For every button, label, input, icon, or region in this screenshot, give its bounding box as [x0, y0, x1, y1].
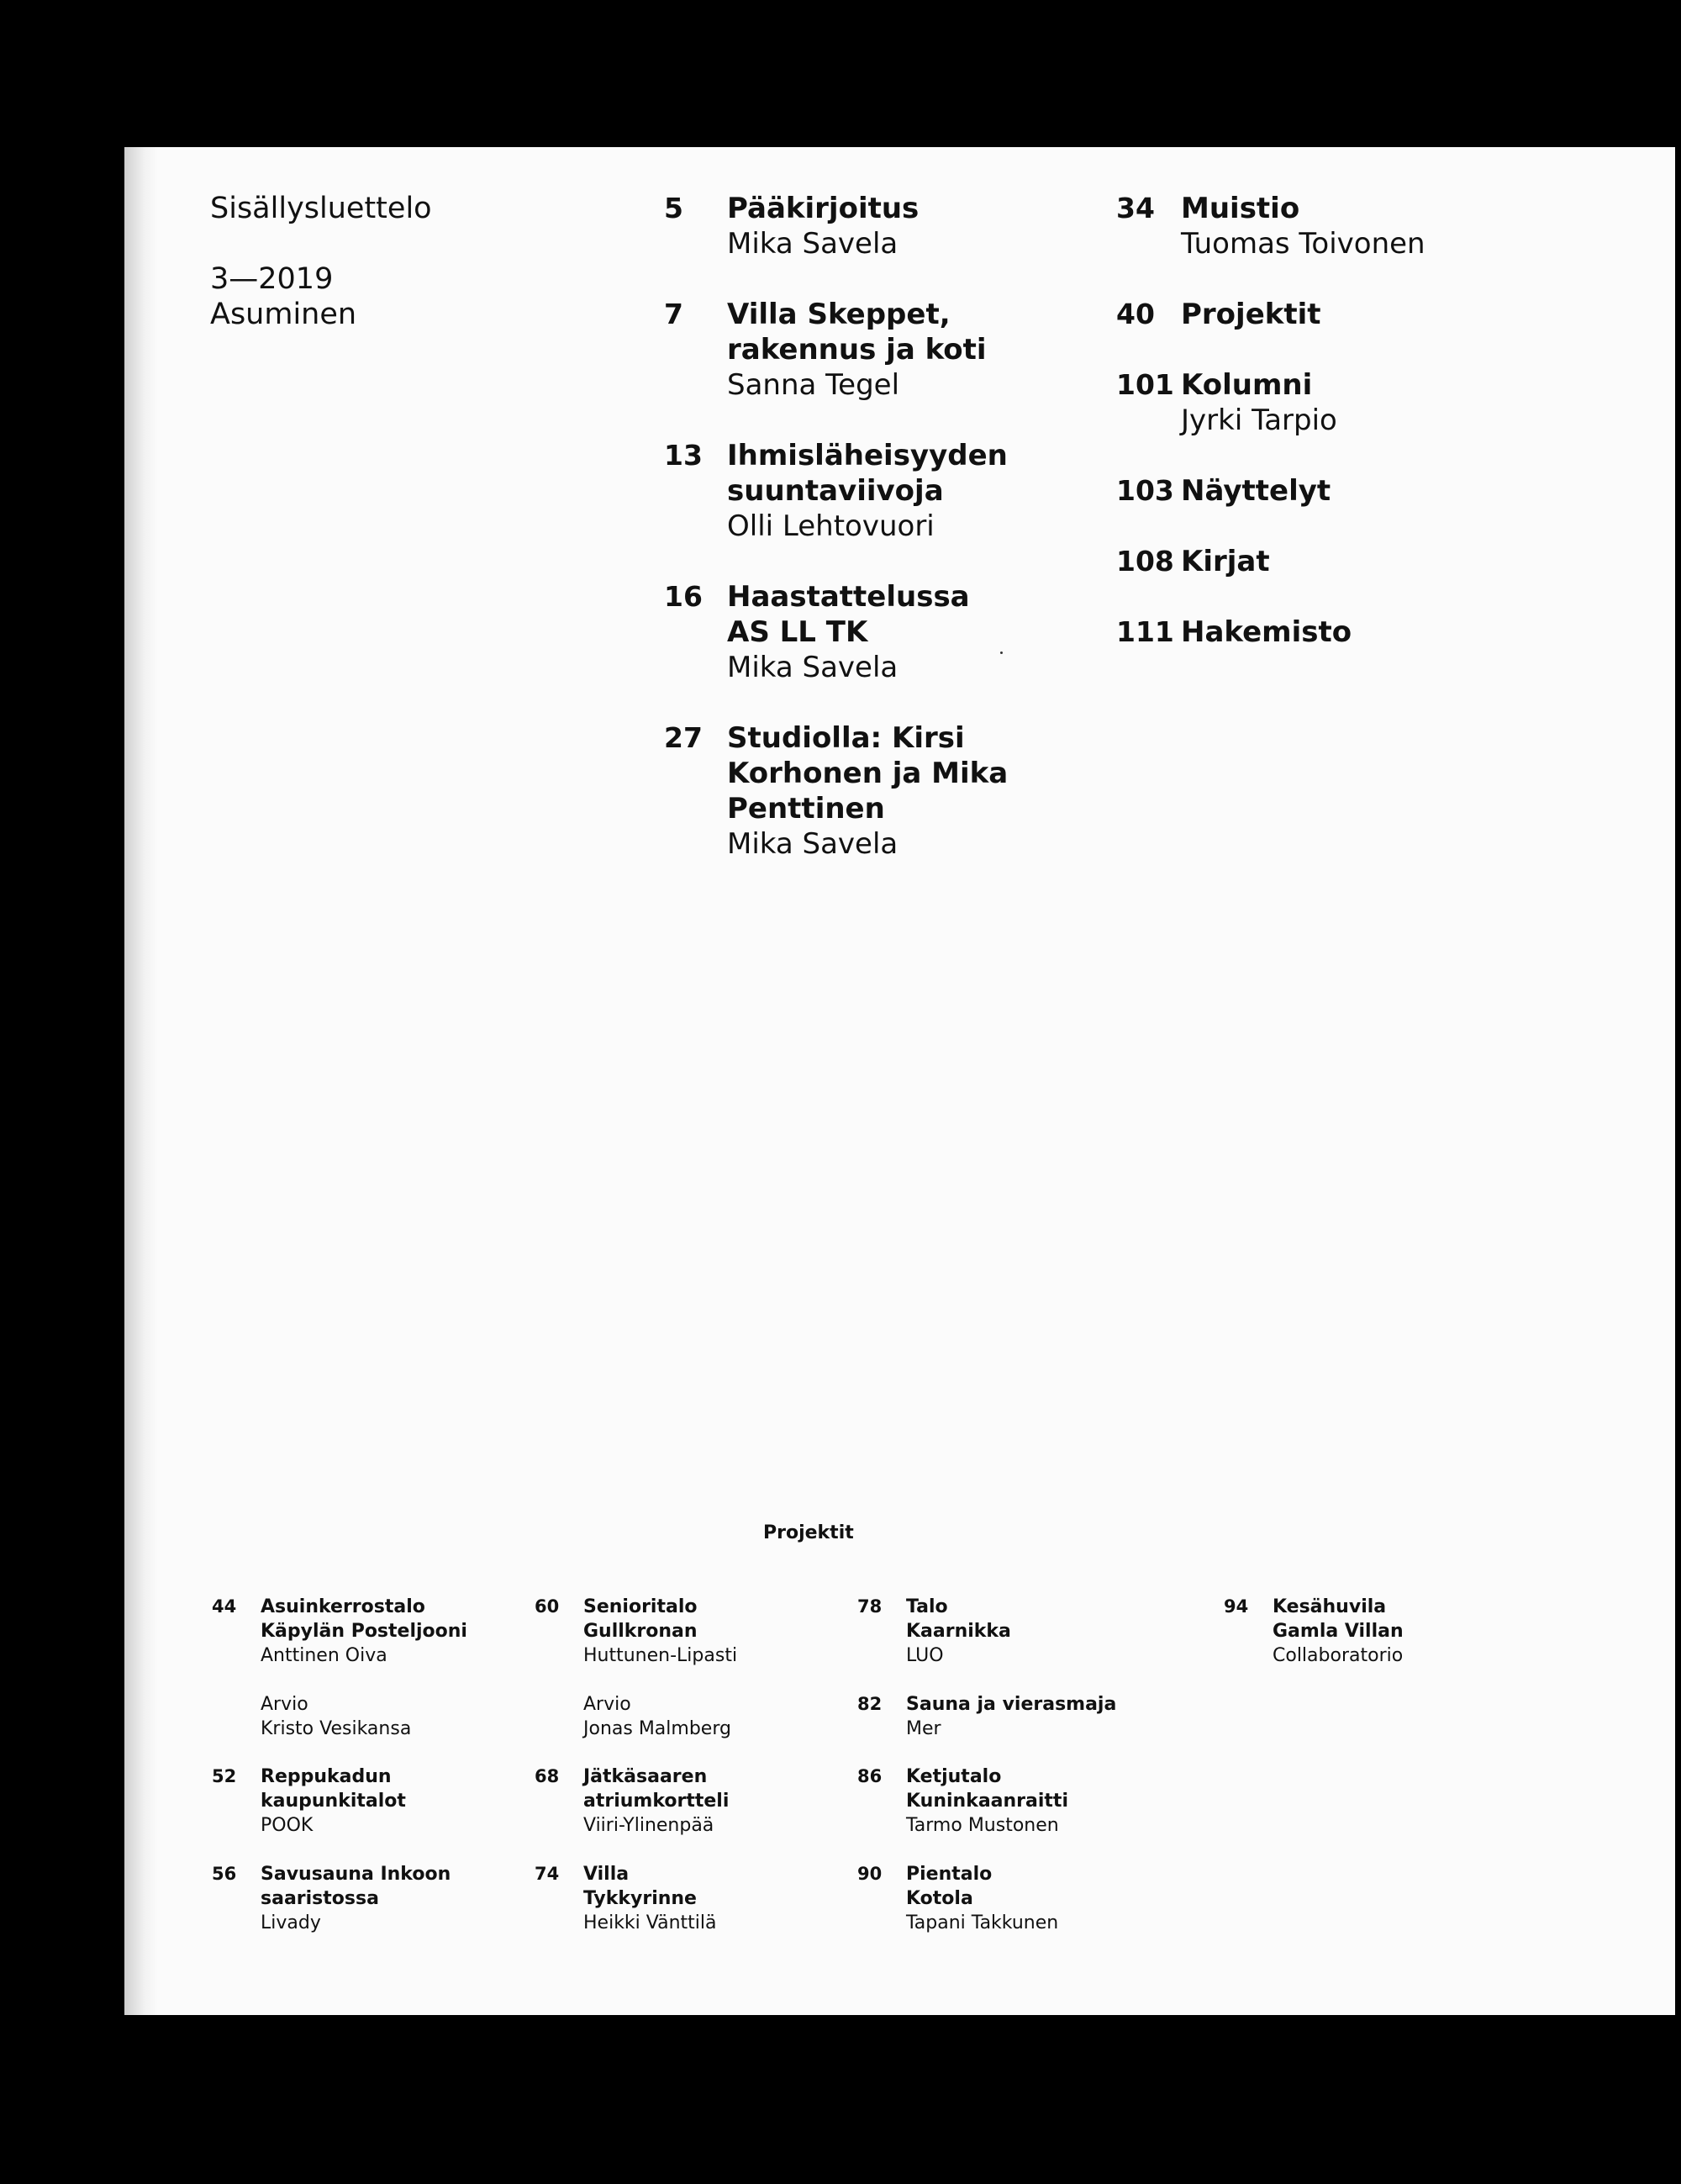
project-entry[interactable] [535, 1595, 854, 1741]
project-architect: Livady [261, 1912, 321, 1933]
project-title: Gamla Villan [1273, 1621, 1404, 1642]
project-title: Talo [906, 1596, 948, 1617]
toc-entry[interactable] [664, 438, 1135, 544]
toc-entry[interactable] [664, 191, 1135, 261]
toc-entry[interactable] [1116, 297, 1654, 332]
toc-title: Muistio [1181, 192, 1300, 225]
project-title: atriumkortteli [583, 1791, 730, 1812]
project-architect: POOK [261, 1815, 314, 1836]
project-page-number: 52 [212, 1766, 237, 1786]
toc-entry[interactable] [664, 579, 1135, 685]
toc-page-number: 7 [664, 298, 683, 330]
toc-entry[interactable] [1116, 615, 1654, 650]
page-title: Sisällysluettelo [210, 192, 432, 225]
toc-author: Mika Savela [727, 651, 898, 684]
toc-entry[interactable] [1116, 544, 1654, 579]
project-entry[interactable] [857, 1595, 1177, 1668]
print-speck [1000, 652, 1003, 654]
project-page-number: 94 [1224, 1596, 1249, 1617]
project-title: Kotola [906, 1888, 973, 1909]
project-entry[interactable] [212, 1595, 531, 1741]
project-title: Senioritalo [583, 1596, 698, 1617]
toc-page-number: 27 [664, 721, 703, 754]
toc-page-number: 103 [1116, 474, 1174, 507]
project-title: kaupunkitalot [261, 1791, 406, 1812]
project-architect: Collaboratorio [1273, 1645, 1404, 1666]
toc-page-number: 111 [1116, 615, 1174, 648]
toc-entry[interactable] [1116, 191, 1654, 261]
project-title: Kuninkaanraitti [906, 1791, 1068, 1812]
toc-title: Villa Skeppet, rakennus ja koti [727, 298, 987, 367]
issue-theme: Asuminen [210, 298, 357, 331]
toc-title: Näyttelyt [1181, 474, 1331, 508]
project-entry[interactable] [535, 1765, 854, 1838]
toc-entry[interactable] [1116, 473, 1654, 509]
project-architect: Huttunen-Lipasti [583, 1645, 738, 1666]
project-title: Gullkronan [583, 1621, 698, 1642]
toc-author: Tuomas Toivonen [1181, 227, 1425, 261]
project-entry[interactable] [857, 1765, 1177, 1838]
toc-page-number: 101 [1116, 368, 1174, 401]
toc-title: Haastattelussa AS LL TK [727, 580, 970, 649]
project-page-number: 44 [212, 1596, 237, 1617]
project-architect: Anttinen Oiva [261, 1645, 387, 1666]
project-review-label: Arvio [583, 1694, 631, 1715]
page-gutter-shadow [124, 147, 158, 2015]
project-title: Ketjutalo [906, 1766, 1002, 1787]
project-entry[interactable] [212, 1765, 531, 1838]
toc-title: Ihmisläheisyyden suuntaviivoja [727, 439, 1008, 508]
contents-title-block [210, 191, 432, 332]
project-title: Tykkyrinne [583, 1888, 697, 1909]
project-title: Asuinkerrostalo [261, 1596, 425, 1617]
project-architect: Heikki Vänttilä [583, 1912, 717, 1933]
toc-title: Kirjat [1181, 545, 1270, 578]
project-page-number: 86 [857, 1766, 883, 1786]
project-title: saaristossa [261, 1888, 379, 1909]
toc-page-number: 34 [1116, 192, 1155, 224]
project-title: Käpylän Posteljooni [261, 1621, 467, 1642]
project-architect: LUO [906, 1645, 944, 1666]
toc-author: Mika Savela [727, 227, 898, 261]
project-page-number: 56 [212, 1864, 237, 1884]
toc-author: Sanna Tegel [727, 368, 900, 402]
toc-page-number: 16 [664, 580, 703, 613]
toc-title: Pääkirjoitus [727, 192, 920, 225]
project-reviewer: Jonas Malmberg [583, 1718, 731, 1739]
project-entry[interactable] [212, 1862, 531, 1935]
toc-entry[interactable] [1116, 367, 1654, 438]
toc-entry[interactable] [664, 297, 1135, 403]
project-architect: Mer [906, 1718, 941, 1739]
project-entry[interactable] [857, 1862, 1177, 1935]
project-page-number: 68 [535, 1766, 560, 1786]
project-title: Savusauna Inkoon [261, 1864, 451, 1885]
project-page-number: 82 [857, 1694, 883, 1714]
project-title: Pientalo [906, 1864, 993, 1885]
toc-page-number: 108 [1116, 545, 1174, 578]
projects-heading: Projektit [763, 1522, 854, 1543]
toc-author: Mika Savela [727, 827, 898, 861]
toc-page-number: 13 [664, 439, 703, 472]
project-title: Jätkäsaaren [583, 1766, 708, 1787]
project-page-number: 78 [857, 1596, 883, 1617]
toc-page-number: 40 [1116, 298, 1155, 330]
project-architect: Tapani Takkunen [906, 1912, 1059, 1933]
project-page-number: 60 [535, 1596, 560, 1617]
toc-author: Olli Lehtovuori [727, 509, 935, 543]
project-title: Villa [583, 1864, 630, 1885]
project-title: Kesähuvila [1273, 1596, 1387, 1617]
toc-title: Hakemisto [1181, 615, 1352, 649]
project-page-number: 90 [857, 1864, 883, 1884]
toc-title: Studiolla: Kirsi Korhonen ja Mika Penttinen [727, 721, 1009, 826]
toc-title: Kolumni [1181, 368, 1313, 402]
toc-main-column [664, 191, 1135, 897]
project-page-number: 74 [535, 1864, 560, 1884]
toc-side-column [1116, 191, 1654, 650]
project-title: Kaarnikka [906, 1621, 1011, 1642]
project-review-label: Arvio [261, 1694, 308, 1715]
project-architect: Viiri-Ylinenpää [583, 1815, 714, 1836]
project-architect: Tarmo Mustonen [906, 1815, 1059, 1836]
toc-title: Projektit [1181, 298, 1321, 331]
toc-page-number: 5 [664, 192, 683, 224]
issue-number: 3—2019 [210, 262, 334, 296]
project-entry[interactable] [1224, 1595, 1543, 1668]
project-entry[interactable] [857, 1692, 1210, 1741]
project-entry[interactable] [535, 1862, 854, 1935]
project-reviewer: Kristo Vesikansa [261, 1718, 412, 1739]
magazine-page [124, 147, 1675, 2015]
toc-entry[interactable] [664, 720, 1135, 862]
project-title: Reppukadun [261, 1766, 392, 1787]
project-title: Sauna ja vierasmaja [906, 1694, 1117, 1715]
toc-author: Jyrki Tarpio [1181, 404, 1337, 437]
